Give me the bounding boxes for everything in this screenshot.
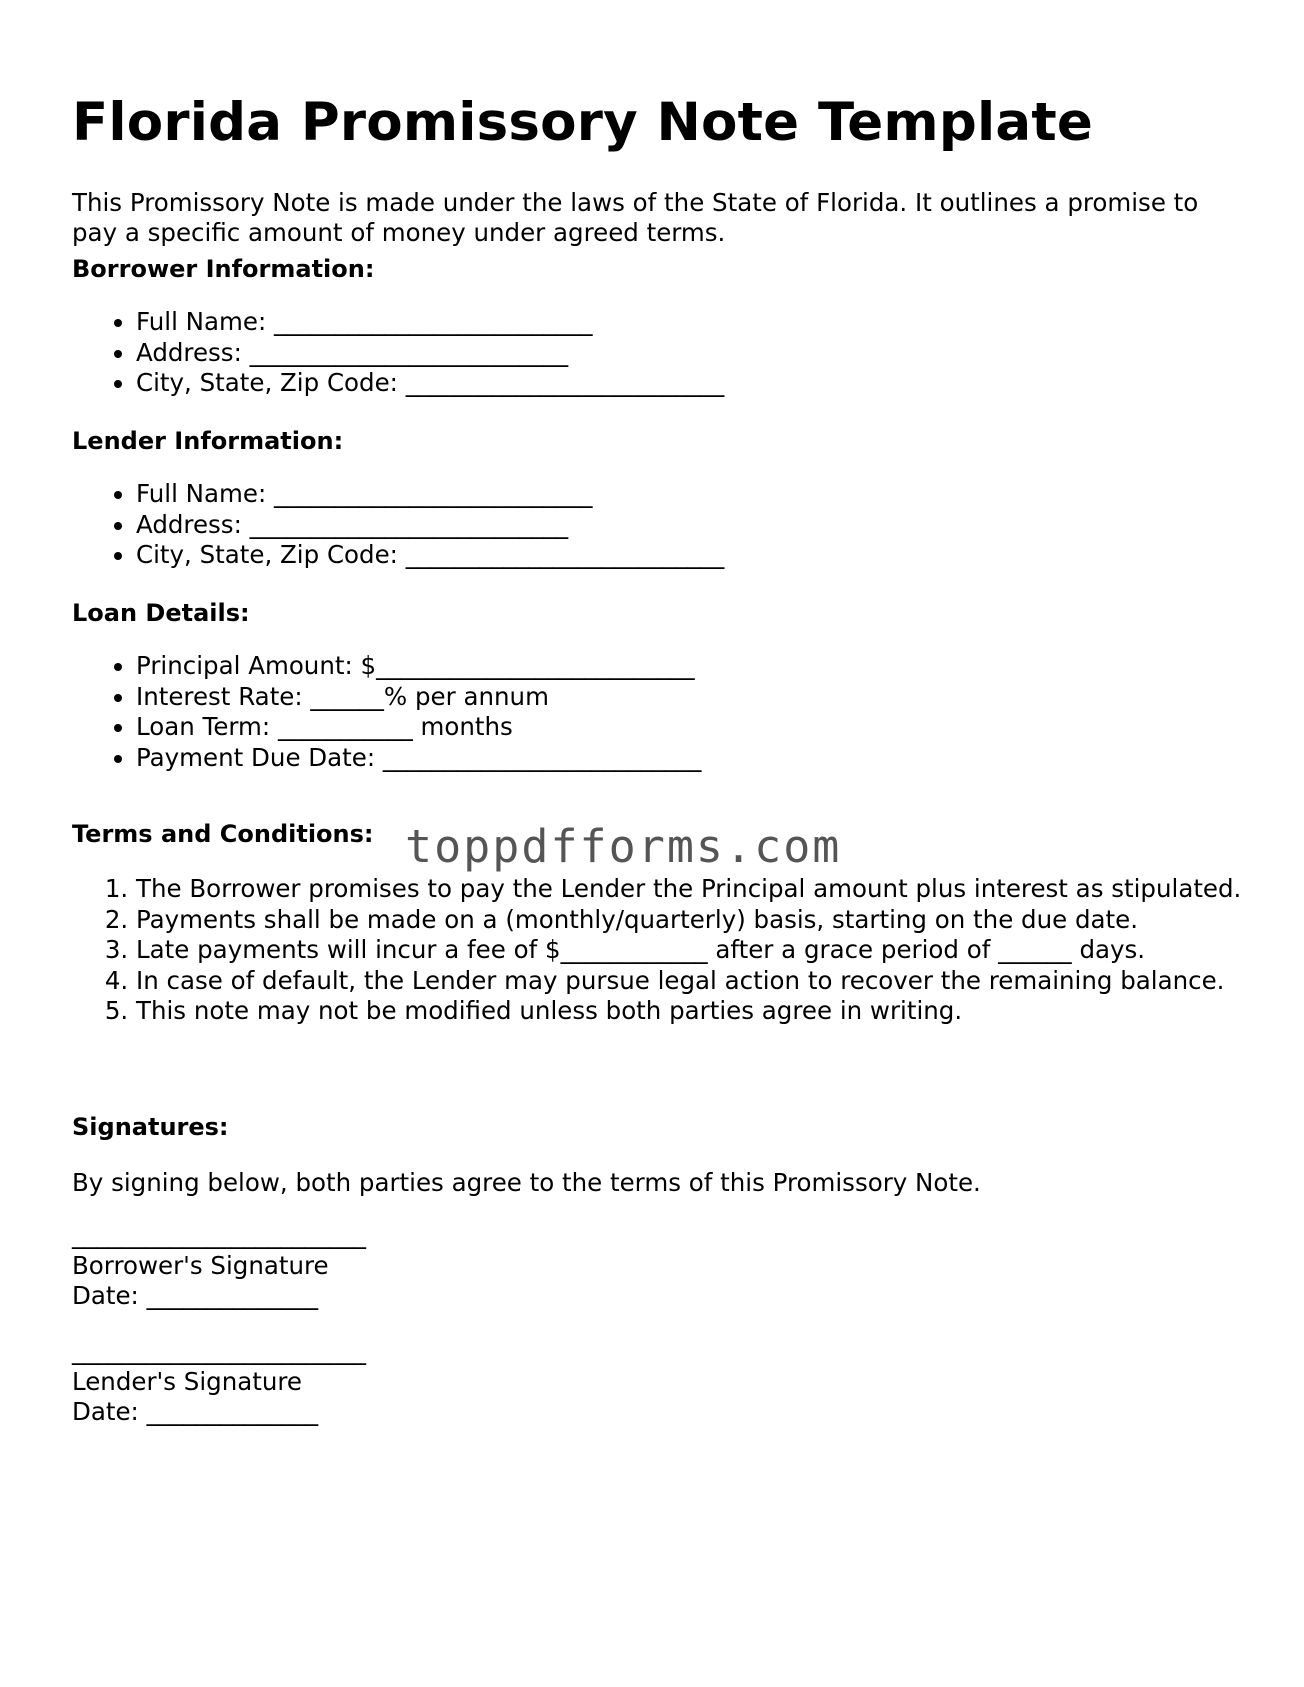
- lender-full-name-field[interactable]: • Full Name: __________________________: [136, 479, 1246, 510]
- signatures-heading: Signatures:: [72, 1113, 229, 1141]
- signatures-statement: By signing below, both parties agree to the terms of this Promissory Note.: [72, 1168, 981, 1197]
- borrower-signature-label: Borrower's Signature: [72, 1250, 329, 1280]
- terms-list: [72, 874, 1246, 1027]
- borrower-heading: Borrower Information:: [72, 255, 375, 283]
- borrower-address-field[interactable]: • Address: __________________________: [136, 338, 1246, 369]
- term-item: 1. The Borrower promises to pay the Lender the Principal amount plus interest as stipulated.: [136, 874, 1246, 905]
- lender-heading: Lender Information:: [72, 427, 344, 455]
- lender-signature-label: Lender's Signature: [72, 1366, 302, 1396]
- borrower-signature-block: [72, 1220, 366, 1312]
- loan-details-heading: Loan Details:: [72, 599, 250, 627]
- payment-due-date-field[interactable]: • Payment Due Date: __________________________: [136, 743, 1246, 774]
- terms-heading: Terms and Conditions:: [72, 820, 374, 848]
- principal-amount-field[interactable]: • Principal Amount: $__________________________: [136, 651, 1246, 682]
- term-item[interactable]: 3. Late payments will incur a fee of $____________ after a grace period of ______ days.: [136, 935, 1246, 966]
- page-title: Florida Promissory Note Template: [72, 92, 1094, 153]
- borrower-full-name-field[interactable]: • Full Name: __________________________: [136, 307, 1246, 338]
- lender-city-state-zip-field[interactable]: • City, State, Zip Code: __________________________: [136, 540, 1246, 571]
- lender-signature-block: [72, 1336, 366, 1428]
- intro-paragraph: This Promissory Note is made under the laws of the State of Florida. It outlines a promise to pay a specific amount of money under agreed terms.: [72, 188, 1199, 247]
- loan-term-field[interactable]: • Loan Term: ___________ months: [136, 712, 1246, 743]
- lender-date-field[interactable]: Date: ______________: [72, 1397, 319, 1426]
- lender-list: [72, 479, 1246, 571]
- borrower-date-field[interactable]: Date: ______________: [72, 1281, 319, 1310]
- loan-details-list: [72, 651, 1246, 773]
- watermark-text: toppdfforms.com: [405, 820, 842, 873]
- borrower-signature-line[interactable]: ________________________: [72, 1220, 366, 1249]
- term-item: 2. Payments shall be made on a (monthly/quarterly) basis, starting on the due date.: [136, 905, 1246, 936]
- borrower-list: [72, 307, 1246, 399]
- term-item: 4. In case of default, the Lender may pursue legal action to recover the remaining balance.: [136, 966, 1246, 997]
- lender-address-field[interactable]: • Address: __________________________: [136, 510, 1246, 541]
- term-item: 5. This note may not be modified unless both parties agree in writing.: [136, 996, 1246, 1027]
- lender-signature-line[interactable]: ________________________: [72, 1336, 366, 1365]
- borrower-city-state-zip-field[interactable]: • City, State, Zip Code: __________________________: [136, 368, 1246, 399]
- interest-rate-field[interactable]: • Interest Rate: ______% per annum: [136, 682, 1246, 713]
